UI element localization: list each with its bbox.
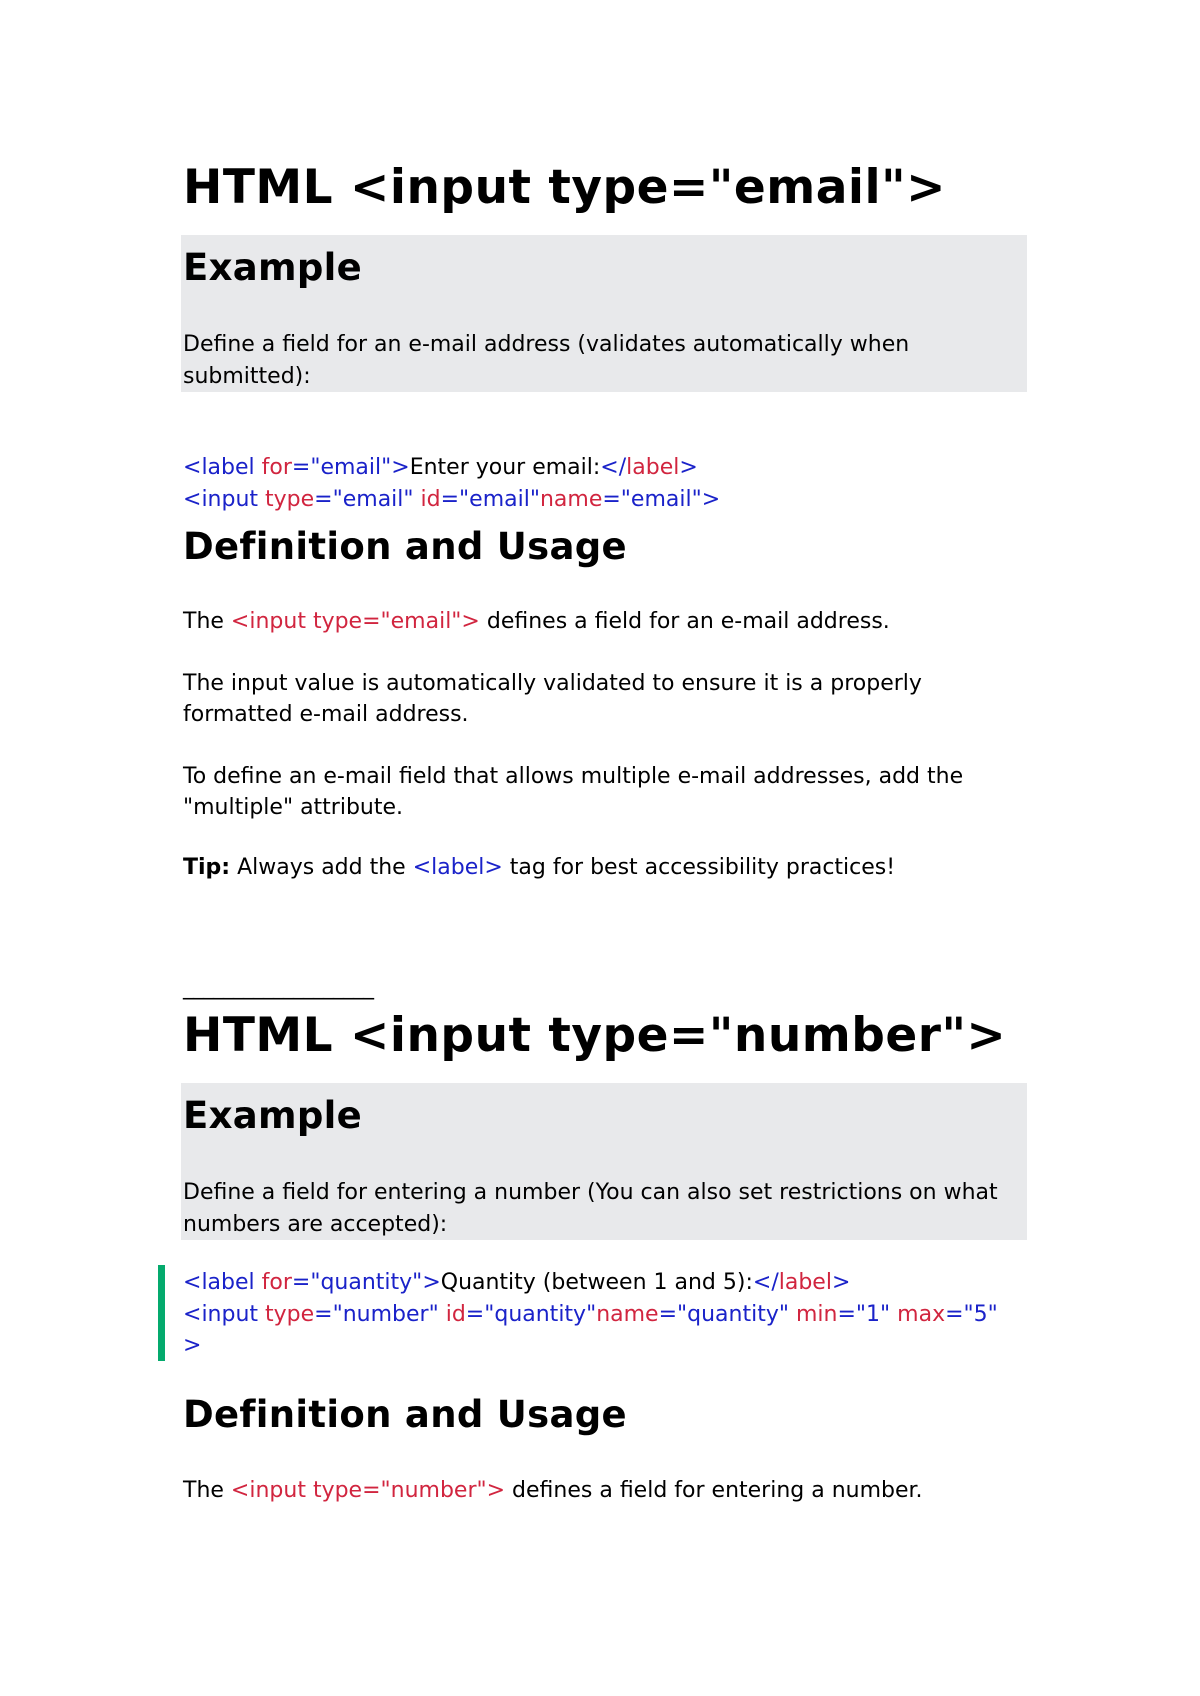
code-text: Quantity (between 1 and 5): [440, 1270, 753, 1295]
text: tag for best accessibility practices! [502, 855, 896, 880]
definition-p1-email [183, 606, 890, 637]
example-heading-number: Example [183, 1094, 363, 1137]
example-heading-email: Example [183, 246, 363, 289]
code-eq: = [440, 487, 460, 512]
text: defines a field for entering a number. [505, 1478, 923, 1503]
code-eq: = [602, 487, 621, 512]
code-bracket: < [183, 455, 202, 480]
code-value: "email" [310, 455, 392, 480]
code-bracket: > [391, 455, 410, 480]
definition-p2-line1: The input value is automatically validated to ensure it is a properly [183, 671, 922, 696]
definition-p2-line2: formatted e-mail address. [183, 702, 469, 727]
code-bracket: > [701, 487, 721, 512]
code-attr: id [413, 487, 441, 512]
separator-line: ___________________ [183, 975, 373, 1000]
code-eq: = [837, 1302, 856, 1327]
code-value: "quantity" [310, 1270, 423, 1295]
code-line-close-number [183, 1330, 201, 1361]
code-attr: min [789, 1302, 838, 1327]
code-accent-bar [158, 1265, 165, 1361]
tip-paragraph [183, 852, 895, 883]
code-value: "1" [855, 1302, 891, 1327]
code-tag: input [201, 1302, 259, 1327]
code-bracket: > [831, 1270, 851, 1295]
code-eq: = [945, 1302, 964, 1327]
code-line-label-email [183, 452, 698, 483]
code-eq: = [314, 1302, 333, 1327]
code-tag: label [626, 455, 680, 480]
code-eq: = [465, 1302, 485, 1327]
code-attr: type [258, 487, 315, 512]
code-tag: label [778, 1270, 832, 1295]
code-value: "quantity" [677, 1302, 789, 1327]
code-bracket: < [183, 1270, 202, 1295]
code-attr: for [254, 455, 292, 480]
code-value: "5" [963, 1302, 998, 1327]
definition-p1-number [183, 1475, 923, 1506]
code-value: "email" [459, 487, 540, 512]
code-bracket: < [183, 487, 202, 512]
code-bracket: </ [600, 455, 627, 480]
code-bracket: > [679, 455, 698, 480]
code-tag: input [201, 487, 259, 512]
example-desc-email-line1: Define a field for an e-mail address (validates automatically when [183, 332, 910, 357]
code-line-input-email [183, 484, 720, 515]
code-value: "email" [620, 487, 702, 512]
text: The [183, 609, 231, 634]
code-bracket: < [183, 1302, 202, 1327]
code-bracket: > [183, 1333, 202, 1358]
code-attr: for [254, 1270, 292, 1295]
code-line-label-number [183, 1267, 850, 1298]
example-desc-email-line2: submitted): [183, 364, 311, 389]
code-attr: id [438, 1302, 466, 1327]
text: Always add the [230, 855, 413, 880]
code-attr: name [596, 1302, 659, 1327]
definition-heading-number: Definition and Usage [183, 1393, 627, 1436]
code-tag: label [201, 1270, 255, 1295]
inline-code: <input type="email"> [230, 609, 480, 634]
code-tag: label [201, 455, 255, 480]
text: defines a field for an e-mail address. [479, 609, 890, 634]
section2-title: HTML <input type="number"> [183, 1008, 1007, 1063]
text: The [183, 1478, 231, 1503]
code-eq: = [291, 455, 311, 480]
code-eq: = [291, 1270, 311, 1295]
definition-p3-line1: To define an e-mail field that allows multiple e-mail addresses, add the [183, 764, 964, 789]
code-bracket: </ [752, 1270, 779, 1295]
inline-code: <label> [412, 855, 503, 880]
code-attr: type [258, 1302, 315, 1327]
example-desc-number-line2: numbers are accepted): [183, 1212, 448, 1237]
tip-label: Tip: [183, 855, 231, 880]
code-attr: name [539, 487, 603, 512]
definition-p3-line2: "multiple" attribute. [183, 795, 404, 820]
code-eq: = [658, 1302, 678, 1327]
inline-code: <input type="number"> [230, 1478, 506, 1503]
code-value: "quantity" [484, 1302, 597, 1327]
code-attr: max [890, 1302, 946, 1327]
code-text: Enter your email: [409, 455, 601, 480]
definition-heading-email: Definition and Usage [183, 525, 627, 568]
code-eq: = [314, 487, 333, 512]
example-desc-number-line1: Define a field for entering a number (You can also set restrictions on what [183, 1180, 998, 1205]
code-line-input-number [183, 1299, 998, 1330]
code-value: "email" [332, 487, 414, 512]
section1-title: HTML <input type="email"> [183, 160, 947, 215]
code-bracket: > [422, 1270, 441, 1295]
code-value: "number" [332, 1302, 439, 1327]
